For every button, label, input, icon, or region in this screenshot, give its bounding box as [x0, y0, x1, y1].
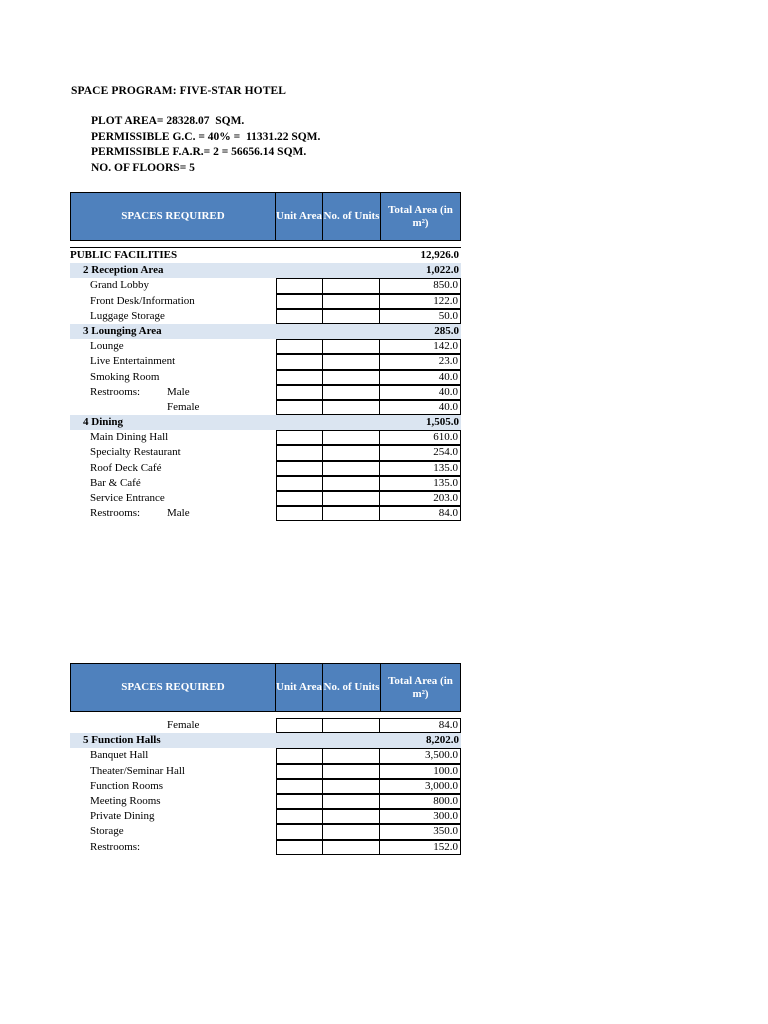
no-of-units-cell — [322, 718, 380, 733]
table-row — [70, 748, 461, 763]
total-area-cell: 142.0 — [379, 339, 461, 354]
section-total: 8,202.0 — [426, 734, 459, 747]
total-area-cell: 84.0 — [379, 718, 461, 733]
total-area-cell: 850.0 — [379, 278, 461, 293]
no-of-units-cell — [322, 748, 380, 763]
ground-coverage-line: PERMISSIBLE G.C. = 40% = 11331.22 SQM. — [91, 130, 321, 143]
header-spaces-required: SPACES REQUIRED — [71, 193, 276, 240]
no-of-units-cell — [322, 506, 380, 521]
far-line: PERMISSIBLE F.A.R.= 2 = 56656.14 SQM. — [91, 146, 307, 158]
header-spaces-required: SPACES REQUIRED — [71, 664, 276, 711]
space-label: Theater/Seminar Hall — [90, 764, 185, 777]
no-of-units-cell — [322, 491, 380, 506]
table-row — [70, 294, 461, 309]
header-unit-area: Unit Area — [276, 193, 323, 240]
total-area-cell: 23.0 — [379, 354, 461, 369]
unit-area-cell — [276, 278, 323, 293]
table-header — [70, 663, 461, 712]
space-label: Banquet Hall — [90, 749, 149, 762]
unit-area-cell — [276, 461, 323, 476]
space-sublabel: Female — [167, 400, 200, 413]
total-area-cell: 300.0 — [379, 809, 461, 824]
no-of-units-cell — [322, 824, 380, 839]
header-no-of-units: No. of Units — [323, 193, 381, 240]
table-2-rows — [70, 718, 461, 855]
total-area-cell: 350.0 — [379, 824, 461, 839]
table-1-rows — [70, 263, 461, 521]
unit-area-cell — [276, 506, 323, 521]
table-row — [70, 354, 461, 369]
section-total: 1,022.0 — [426, 264, 459, 277]
unit-area-cell — [276, 764, 323, 779]
total-area-cell: 135.0 — [379, 476, 461, 491]
unit-area-cell — [276, 748, 323, 763]
space-table-1 — [70, 192, 461, 521]
unit-area-cell — [276, 718, 323, 733]
unit-area-cell — [276, 430, 323, 445]
total-area-cell: 50.0 — [379, 309, 461, 324]
space-label: Meeting Rooms — [90, 794, 161, 807]
no-of-units-cell — [322, 430, 380, 445]
space-label: Lounge — [90, 340, 124, 353]
table-row — [70, 840, 461, 855]
no-of-units-cell — [322, 779, 380, 794]
space-label: Smoking Room — [90, 370, 160, 383]
unit-area-cell — [276, 354, 323, 369]
unit-area-cell — [276, 385, 323, 400]
table-row — [70, 400, 461, 415]
no-of-units-cell — [322, 809, 380, 824]
table-row — [70, 779, 461, 794]
unit-area-cell — [276, 824, 323, 839]
unit-area-cell — [276, 445, 323, 460]
no-of-units-cell — [322, 794, 380, 809]
total-area-cell: 152.0 — [379, 840, 461, 855]
unit-area-cell — [276, 339, 323, 354]
section-row — [70, 733, 461, 748]
plot-area-line: PLOT AREA= 28328.07 SQM. — [91, 115, 245, 127]
table-header — [70, 192, 461, 241]
total-area-cell: 40.0 — [379, 385, 461, 400]
section-label: 5 Function Halls — [83, 734, 161, 747]
no-of-units-cell — [322, 385, 380, 400]
total-area-cell: 40.0 — [379, 370, 461, 385]
table-row — [70, 491, 461, 506]
space-label: Restrooms: — [90, 840, 141, 853]
space-label: Storage — [90, 825, 124, 838]
no-of-units-cell — [322, 354, 380, 369]
space-sublabel: Male — [167, 385, 190, 398]
no-of-units-cell — [322, 764, 380, 779]
section-label: 2 Reception Area — [83, 264, 164, 277]
table-row — [70, 278, 461, 293]
space-label: Front Desk/Information — [90, 294, 195, 307]
section-row — [70, 415, 461, 430]
section-label: 4 Dining — [83, 416, 124, 429]
table-row — [70, 445, 461, 460]
group-row — [70, 247, 461, 263]
unit-area-cell — [276, 809, 323, 824]
total-area-cell: 800.0 — [379, 794, 461, 809]
no-of-units-cell — [322, 294, 380, 309]
header-total-area: Total Area (in m²) — [388, 203, 453, 229]
total-area-cell: 254.0 — [379, 445, 461, 460]
unit-area-cell — [276, 309, 323, 324]
unit-area-cell — [276, 840, 323, 855]
group-label: PUBLIC FACILITIES — [70, 249, 178, 261]
space-label: Private Dining — [90, 810, 155, 823]
site-info — [91, 114, 320, 176]
total-area-cell: 203.0 — [379, 491, 461, 506]
no-of-units-cell — [322, 278, 380, 293]
document-title: SPACE PROGRAM: FIVE-STAR HOTEL — [71, 85, 287, 97]
table-row — [70, 794, 461, 809]
no-of-units-cell — [322, 476, 380, 491]
table-row — [70, 506, 461, 521]
space-label: Bar & Café — [90, 476, 141, 489]
group-total: 12,926.0 — [420, 249, 459, 261]
floors-line: NO. OF FLOORS= 5 — [91, 161, 195, 174]
table-row — [70, 385, 461, 400]
total-area-cell: 3,000.0 — [379, 779, 461, 794]
no-of-units-cell — [322, 370, 380, 385]
space-label: Luggage Storage — [90, 309, 165, 322]
no-of-units-cell — [322, 309, 380, 324]
section-total: 285.0 — [434, 324, 459, 337]
no-of-units-cell — [322, 840, 380, 855]
unit-area-cell — [276, 794, 323, 809]
header-total-area: Total Area (in m²) — [388, 674, 453, 700]
unit-area-cell — [276, 370, 323, 385]
space-label: Restrooms: — [90, 385, 141, 398]
space-label: Function Rooms — [90, 779, 164, 792]
no-of-units-cell — [322, 445, 380, 460]
table-row — [70, 824, 461, 839]
unit-area-cell — [276, 294, 323, 309]
total-area-cell: 3,500.0 — [379, 748, 461, 763]
table-row — [70, 430, 461, 445]
total-area-cell: 122.0 — [379, 294, 461, 309]
table-row — [70, 309, 461, 324]
section-label: 3 Lounging Area — [83, 324, 162, 337]
space-sublabel: Female — [167, 719, 200, 731]
space-label: Service Entrance — [90, 492, 165, 504]
table-row — [70, 476, 461, 491]
total-area-cell: 100.0 — [379, 764, 461, 779]
table-row — [70, 339, 461, 354]
space-label: Restrooms: — [90, 507, 141, 520]
total-area-cell: 610.0 — [379, 430, 461, 445]
unit-area-cell — [276, 476, 323, 491]
space-table-2 — [70, 663, 461, 855]
space-sublabel: Male — [167, 507, 190, 520]
space-label: Specialty Restaurant — [90, 446, 181, 459]
space-label: Grand Lobby — [90, 279, 149, 292]
total-area-cell: 84.0 — [379, 506, 461, 521]
section-row — [70, 324, 461, 339]
unit-area-cell — [276, 779, 323, 794]
section-total: 1,505.0 — [426, 416, 459, 429]
table-row — [70, 764, 461, 779]
space-label: Roof Deck Café — [90, 461, 162, 474]
no-of-units-cell — [322, 339, 380, 354]
table-row — [70, 809, 461, 824]
table-row — [70, 461, 461, 476]
table-row — [70, 370, 461, 385]
section-row — [70, 263, 461, 278]
space-label: Live Entertainment — [90, 355, 176, 368]
table-row — [70, 718, 461, 733]
total-area-cell: 135.0 — [379, 461, 461, 476]
header-unit-area: Unit Area — [276, 664, 323, 711]
space-label: Main Dining Hall — [90, 431, 169, 444]
unit-area-cell — [276, 400, 323, 415]
no-of-units-cell — [322, 400, 380, 415]
total-area-cell: 40.0 — [379, 400, 461, 415]
unit-area-cell — [276, 491, 323, 506]
no-of-units-cell — [322, 461, 380, 476]
header-no-of-units: No. of Units — [323, 664, 381, 711]
